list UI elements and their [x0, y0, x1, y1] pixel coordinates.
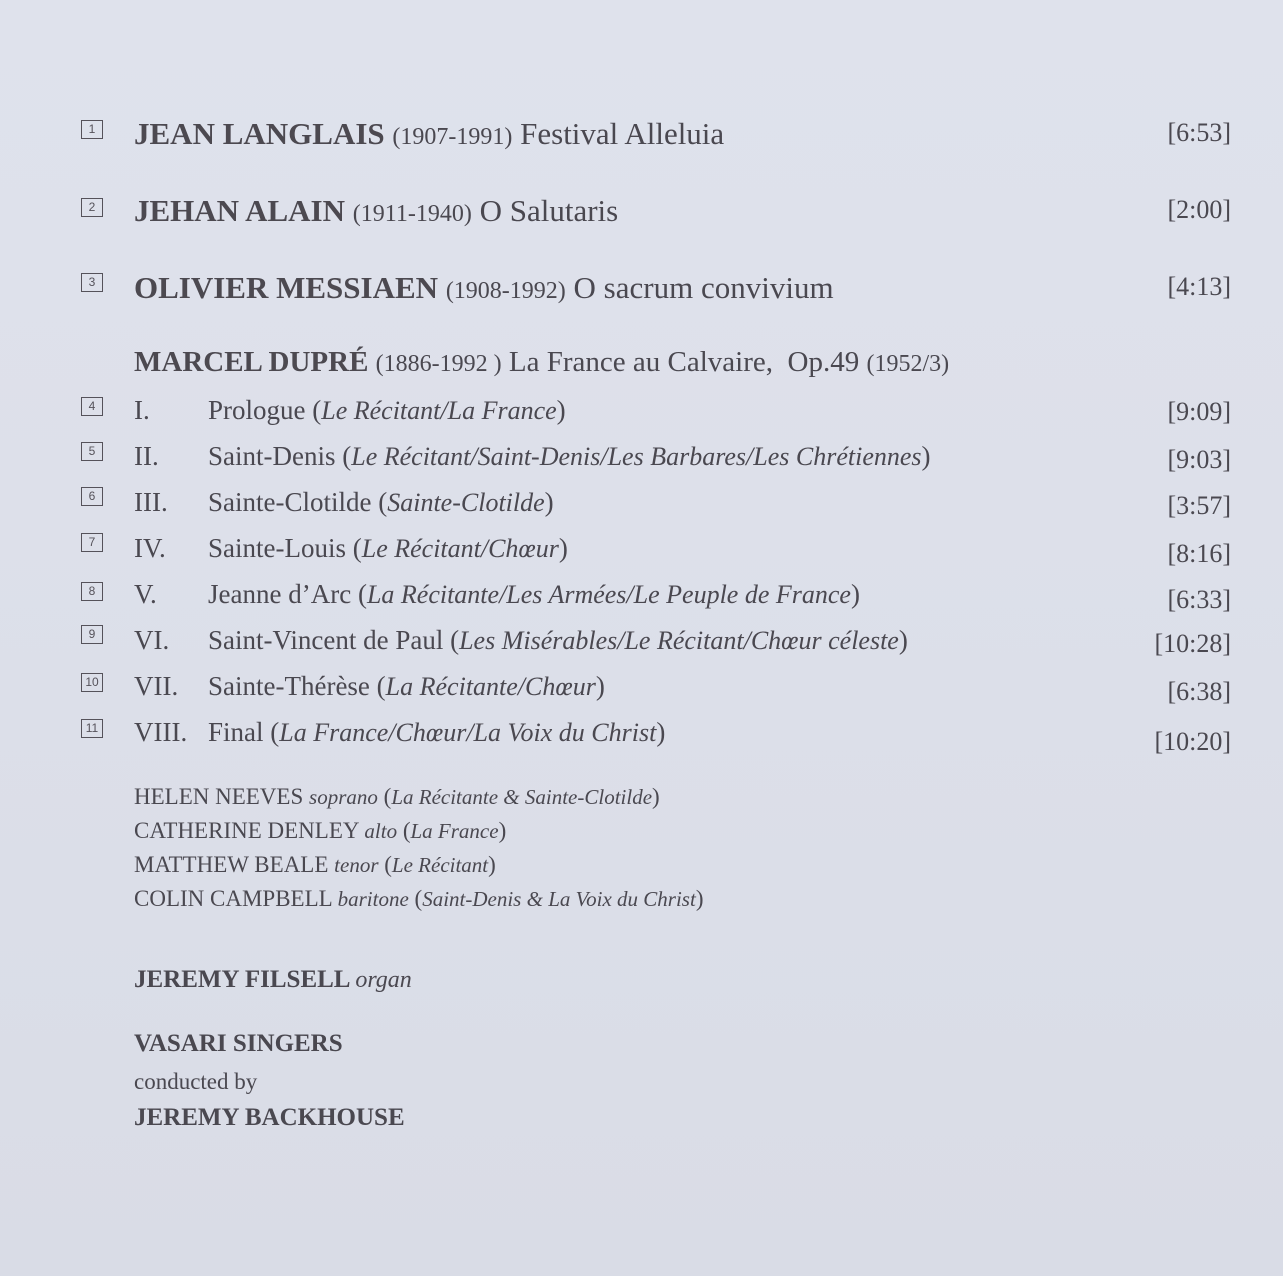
movement-title-line: Sainte-Louis (Le Récitant/Chœur): [208, 533, 568, 563]
track-number-box: 8: [81, 582, 103, 601]
soloist-role: Saint-Denis & La Voix du Christ: [422, 887, 696, 911]
movement-numeral: VI.: [134, 625, 170, 655]
movement-title-line: Saint-Vincent de Paul (Les Misérables/Le Récitant/Chœur céleste): [208, 625, 908, 655]
track-number-box: 9: [81, 625, 103, 644]
work-title: La France au Calvaire,: [508, 346, 773, 378]
track-number-box: 6: [81, 487, 103, 506]
soloist-voice: tenor: [334, 853, 379, 877]
track-heading: [134, 270, 834, 306]
movement-numeral: VII.: [134, 671, 179, 701]
soloist-role: La France: [410, 819, 499, 843]
composer-name: JEHAN ALAIN: [134, 193, 346, 228]
composer-name: JEAN LANGLAIS: [134, 116, 385, 151]
composer-dates: (1911-1940): [352, 201, 472, 227]
track-heading: [134, 116, 724, 152]
organist-name: JEREMY FILSELL: [134, 966, 350, 993]
work-title: O sacrum convivium: [573, 270, 834, 305]
soloist-voice: baritone: [337, 887, 409, 911]
track-heading: [134, 193, 618, 229]
movement-title-line: Sainte-Clotilde (Sainte-Clotilde): [208, 487, 554, 517]
soloist-name: COLIN CAMPBELL: [134, 886, 332, 911]
track-number-box: 2: [81, 198, 103, 217]
organist-credit: [134, 966, 412, 994]
track-number-box: 5: [81, 442, 103, 461]
track-duration: [6:53]: [1167, 118, 1231, 147]
movement-title: Jeanne d’Arc: [208, 579, 352, 609]
soloist-credit: HELEN NEEVES soprano (La Récitante & Sainte-Clotilde): [134, 784, 660, 809]
soloist-voice: alto: [364, 819, 398, 843]
movement-title: Final: [208, 717, 264, 747]
opus-number: Op.49: [787, 346, 860, 378]
track-duration: [8:16]: [1167, 539, 1231, 568]
soloist-role: La Récitante & Sainte-Clotilde: [391, 785, 653, 809]
movement-roles: Le Récitant/La France: [321, 396, 557, 425]
track-number-box: 10: [81, 673, 103, 692]
composer-dates: (1886-1992 ): [375, 351, 502, 377]
movement-numeral: III.: [134, 487, 168, 517]
track-number-box: 1: [81, 120, 103, 139]
work-title: Festival Alleluia: [520, 116, 725, 151]
composer-name: OLIVIER MESSIAEN: [134, 270, 439, 305]
movement-title-line: Sainte-Thérèse (La Récitante/Chœur): [208, 671, 605, 701]
soloist-role: Le Récitant: [391, 853, 489, 877]
track-number-box: 11: [81, 719, 103, 738]
movement-numeral: V.: [134, 579, 157, 609]
movement-numeral: VIII.: [134, 717, 188, 747]
track-duration: [10:28]: [1154, 629, 1231, 658]
track-number-box: 4: [81, 397, 103, 416]
movement-title-line: Prologue (Le Récitant/La France): [208, 395, 566, 425]
movement-title: Sainte-Thérèse: [208, 671, 370, 701]
movement-numeral: II.: [134, 441, 159, 471]
composer-dates: (1907-1991): [392, 124, 513, 150]
movement-numeral: IV.: [134, 533, 166, 563]
movement-numeral: I.: [134, 395, 150, 425]
conducted-by-label: conducted by: [134, 1069, 258, 1094]
track-duration: [6:38]: [1167, 677, 1231, 706]
soloist-name: MATTHEW BEALE: [134, 852, 329, 877]
track-duration: [4:13]: [1167, 272, 1231, 301]
movement-title-line: Final (La France/Chœur/La Voix du Christ): [208, 717, 666, 747]
soloist-voice: soprano: [309, 785, 378, 809]
movement-roles: La Récitante/Les Armées/Le Peuple de France: [366, 580, 851, 609]
movement-title-line: Jeanne d’Arc (La Récitante/Les Armées/Le Peuple de France): [208, 579, 860, 609]
work-title: O Salutaris: [479, 193, 619, 228]
movement-title: Prologue: [208, 395, 306, 425]
conductor-name: JEREMY BACKHOUSE: [134, 1104, 405, 1131]
composer-name: MARCEL DUPRÉ: [134, 346, 369, 378]
track-number-box: 3: [81, 273, 103, 292]
movement-title: Saint-Denis: [208, 441, 336, 471]
movement-title-line: Saint-Denis (Le Récitant/Saint-Denis/Les Barbares/Les Chrétiennes): [208, 441, 931, 471]
soloist-name: CATHERINE DENLEY: [134, 818, 359, 843]
track-duration: [9:03]: [1167, 445, 1231, 474]
movement-roles: La Récitante/Chœur: [385, 672, 596, 701]
soloist-name: HELEN NEEVES: [134, 784, 304, 809]
track-duration: [3:57]: [1167, 491, 1231, 520]
track-duration: [6:33]: [1167, 585, 1231, 614]
movement-title: Saint-Vincent de Paul: [208, 625, 444, 655]
track-duration: [10:20]: [1154, 727, 1231, 756]
movement-roles: La France/Chœur/La Voix du Christ: [279, 718, 657, 747]
movement-roles: Les Misérables/Le Récitant/Chœur céleste: [459, 626, 899, 655]
organist-instrument: organ: [355, 967, 412, 993]
composition-year: (1952/3): [866, 351, 950, 377]
movement-roles: Le Récitant/Chœur: [361, 534, 559, 563]
choir-name: VASARI SINGERS: [134, 1030, 343, 1057]
track-duration: [9:09]: [1167, 397, 1231, 426]
movement-title: Sainte-Clotilde: [208, 487, 372, 517]
movement-title: Sainte-Louis: [208, 533, 346, 563]
soloist-credit: CATHERINE DENLEY alto (La France): [134, 818, 507, 843]
composer-dates: (1908-1992): [445, 278, 566, 304]
track-number-box: 7: [81, 533, 103, 552]
track-duration: [2:00]: [1167, 195, 1231, 224]
soloist-credit: COLIN CAMPBELL baritone (Saint-Denis & La Voix du Christ): [134, 886, 704, 911]
soloist-credit: MATTHEW BEALE tenor (Le Récitant): [134, 852, 496, 877]
movement-roles: Le Récitant/Saint-Denis/Les Barbares/Les Chrétiennes: [351, 442, 922, 471]
movement-roles: Sainte-Clotilde: [387, 488, 545, 517]
